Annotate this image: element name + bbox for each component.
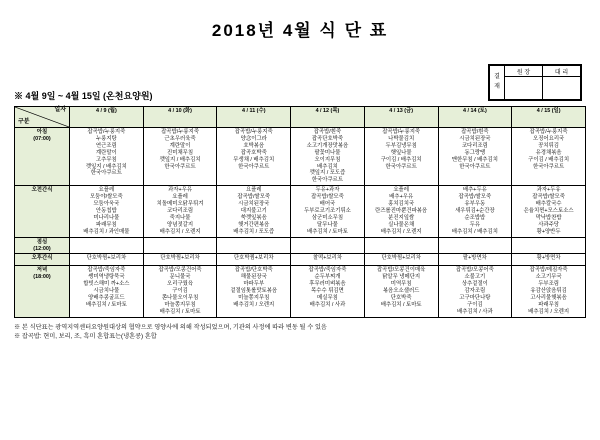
meal-cell: 잡곡밥/모콩어죽 소불고기 상추겉절이 감자조림 고구마단나탕 구이김 배추김치 / 사과: [438, 266, 512, 317]
snack-cell: 과자+우유 요플레 치돌메미오닭무튀겨 코다리조림 죽지나물 양념젓갈지 배추김치 / 오렌지: [143, 186, 217, 237]
row-label-lunch: [15, 237, 70, 254]
snack-cell: 배추+두유 잡곡밥/쌀모죽 유부우동 새우튀김+순간장 순조밥밥 두유 배추김치 / 배추김치: [438, 186, 512, 237]
table-header-row: [15, 107, 586, 128]
meal-cell: 잡곡밥/죽임자죽 순두부찌개 후무러미벼볶음 목수수 튀김면 메실무침 배추김치 / 사과: [291, 266, 365, 317]
meal-cell: 잡곡밥/메짐자죽 소고기무국 두부조림 유감산앉음튀김 고사리물햇볶음 파래무침 배추김치 / 오렌지: [512, 266, 586, 317]
meal-cell: [512, 237, 586, 254]
snack-cell: 두유+과자 잡곡밥/쌀모죽 배어국 두부로코기조기튀소 삼군미소무침 달무나물 배추김치 / 토마토: [291, 186, 365, 237]
footnote-2: ※ 잡곡밥: 현미, 보리, 조, 흑미 혼합표는(냉혼콩) 혼합: [14, 333, 157, 341]
approval-box: [488, 64, 582, 101]
footnotes: [14, 323, 600, 342]
snack-cell: 찰떡+보리차: [291, 254, 365, 266]
snack-cell: 단호박찜+보리차: [364, 254, 438, 266]
snack-cell: 단호박찜+보리차: [217, 254, 291, 266]
meal-cell: 잡곡밥/누룽지죽 누룽지탕 연근조림 계란말이 고추무침 깻잎지 / 배추김치 한국아쿠르트: [70, 128, 144, 186]
snack-cell: 과자+두유 잡곡밥/쌀모죽 배추칼국수 은율치찐+모스토소스 막낙밥찬밥 사과주당 황+양반두: [512, 186, 586, 237]
approval-label: [490, 66, 505, 100]
footnote-1: ※ 본 식단표는 광역지역센터요양원대상의 협약으로 영양사에 의해 작성되었으며, 기관의 사정에 따라 변동 될 수 있음: [14, 323, 327, 331]
page-title: 2018년 4월 식 단 표: [211, 21, 389, 40]
snack-cell: 요플레 잡곡밥/쌀모죽 시금치된장국 대지불고기 쑥깻잎볶음 햇거간편볶음 배추김치 / 포도즙: [217, 186, 291, 237]
meal-cell: 잡곡밥/누룽지죽 오징어요리국 꽁치튀김 유경채볶음 구이김 / 배추김치 한국아쿠르트: [512, 128, 586, 186]
day-header-fri: 4 / 13 (금): [364, 107, 438, 128]
meal-cell: [438, 237, 512, 254]
snack-cell: 단호박찜+보리차: [143, 254, 217, 266]
meal-cell: 잡곡밥/흰죽 잡곡단호박죽 소고기개장맛볶음 팔꽃미나물 오이지무침 배추김치 깻잎지 / 포도즙 한국아쿠르트: [291, 128, 365, 186]
row-label-dinner-time: (18:00): [33, 274, 51, 281]
approval-label-char-1: 결: [494, 74, 500, 81]
meal-cell: [143, 237, 217, 254]
snack-cell: 요플레 모둠야/쌀모죽 모둠아욱국 안동칩밥 미나리나물 파래무침 배추김치 / 과인매물: [70, 186, 144, 237]
row-label-breakfast: [15, 128, 70, 186]
table-row-lunch: [15, 237, 586, 254]
day-header-mon: 4 / 9 (월): [70, 107, 144, 128]
table-row-dinner: [15, 266, 586, 317]
day-header-thu: 4 / 12 (목): [291, 107, 365, 128]
approval-sign-deputy[interactable]: [543, 77, 581, 100]
row-label-dinner-text: 저녁: [36, 267, 48, 274]
day-header-tue: 4 / 10 (화): [143, 107, 217, 128]
snack-cell: 팥+방면차: [438, 254, 512, 266]
snack-cell: 요플레 배추+우유 홍치김치국 란즈롤진마뿐건파볶음 분진지잎쌈 실나물온채 배추김치 / 오렌지: [364, 186, 438, 237]
row-label-dinner: [15, 266, 70, 317]
row-label-morning-snack: 오전간식: [15, 186, 70, 237]
menu-table: [14, 106, 586, 318]
table-row-morning-snack-label: [15, 186, 586, 237]
table-row-breakfast: [15, 128, 586, 186]
row-label-lunch-text: 점심: [36, 238, 48, 245]
menu-document: [0, 16, 600, 440]
day-header-wed: 4 / 11 (수): [217, 107, 291, 128]
meal-cell: 잡곡밥/단호박죽 해물된장국 마파두부 겉절임톳롤맛토볶음 미늘쫑지무침 배추김치 / 오렌지: [217, 266, 291, 317]
table-corner-header: [15, 107, 70, 128]
meal-cell: 잡곡밥/모콩건어죽 문니물국 오리구웠육 구이김 쫀나물오이무침 마늘쫑지무침 배추김치 / 토마토: [143, 266, 217, 317]
row-label-lunch-time: (12:00): [33, 245, 51, 252]
table-row-afternoon-snack: [15, 254, 586, 266]
meal-cell: 잡곡밥/누룽지죽 근초우러육죽 계란말이 진미채무침 깻잎지 / 배추김치 한국아쿠르트: [143, 128, 217, 186]
meal-cell: [291, 237, 365, 254]
day-header-sat: 4 / 14 (토): [438, 107, 512, 128]
meal-cell: 잡곡밥/흰죽 시금치된장국 코다리조림 동그랑땡 맨한무침 / 배추김치 한국아쿠르트: [438, 128, 512, 186]
approval-col-deputy: 대 리: [543, 66, 581, 77]
snack-cell: 단호박찜+보리차: [70, 254, 144, 266]
meal-cell: 잡곡밥/누룽지죽 나박물김치 두부김냉무침 햇잎나물 구이김 / 배추김치 한국아쿠르트: [364, 128, 438, 186]
approval-label-char-2: 재: [494, 83, 500, 90]
corner-label-date: 일자: [54, 107, 66, 113]
date-range-subtitle: ※ 4월 9일 ~ 4월 15일 (온천요양원): [14, 91, 153, 101]
meal-cell: [217, 237, 291, 254]
row-label-afternoon-snack: 오후간식: [15, 254, 70, 266]
snack-cell: 황+방면차: [512, 254, 586, 266]
approval-sign-director[interactable]: [505, 77, 543, 100]
row-label-breakfast-time: (07:00): [33, 135, 51, 142]
day-header-sun: 4 / 15 (일): [512, 107, 586, 128]
corner-label-category: 구분: [18, 119, 30, 126]
meal-cell: 잡곡밥/누룽지죽 양念이그라 호박볶음 잡곡호박죽 무생채 / 배추김치 한국아쿠르트: [217, 128, 291, 186]
approval-col-director: 원 장: [505, 66, 543, 77]
meal-cell: 잡곡밥/모콩건이매육 닭알무 냉메단지 미역무침 볶음오소샐러드 단호박죽 배추김치 / 토마토: [364, 266, 438, 317]
row-label-breakfast-text: 아침: [36, 129, 48, 135]
meal-cell: [70, 237, 144, 254]
meal-cell: [364, 237, 438, 254]
meal-cell: 잡곡밥/죽임자죽 쌩미역냉탕묵국 합빗스해미 까+소스 시금치나물 양배추콩굴프드 배추김치 / 토마토: [70, 266, 144, 317]
